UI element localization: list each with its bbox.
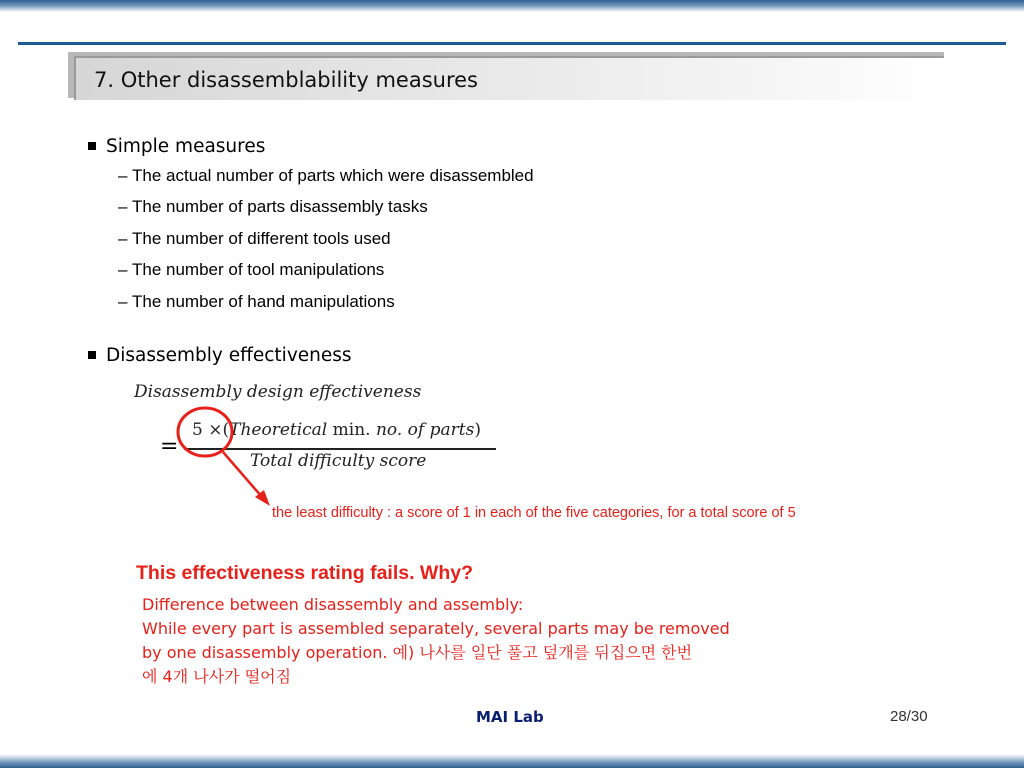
effectiveness-heading: Disassembly effectiveness <box>106 345 352 366</box>
annotation-note: the least difficulty : a score of 1 in each of the five categories, for a total score of 5 <box>272 505 796 521</box>
dash-bullet-icon: – <box>118 228 128 248</box>
question-text: This effectiveness rating fails. Why? <box>136 562 474 584</box>
page-number: 28/30 <box>890 708 928 725</box>
numerator-factor: 5 × <box>192 420 223 440</box>
list-item-text: The number of parts disassembly tasks <box>132 197 428 217</box>
numerator-term3: no. of parts <box>375 420 475 440</box>
answer-line: by one disassembly operation. 예) 나사를 일단 풀고 덮개를 뒤집으면 한번 <box>142 643 693 662</box>
list-item-text: The number of hand manipulations <box>132 291 395 311</box>
slide-title: 7. Other disassemblability measures <box>94 68 478 92</box>
annotation-arrow-line <box>223 452 262 497</box>
formula-denominator: Total difficulty score <box>250 451 427 471</box>
highlight-circle <box>178 408 232 456</box>
bottom-gradient-band <box>0 754 1024 768</box>
numerator-close: ) <box>474 420 481 440</box>
numerator-term1: Theoretical <box>229 420 328 440</box>
answer-line: Difference between disassembly and assembly: <box>142 595 524 614</box>
numerator-open: ( <box>222 420 230 440</box>
dash-bullet-icon: – <box>118 166 128 185</box>
list-item-text: The number of different tools used <box>132 228 391 248</box>
dash-bullet-icon: – <box>118 291 128 311</box>
formula-equals: = <box>160 434 179 459</box>
answer-block <box>142 593 862 689</box>
list-item-text: The actual number of parts which were disassembled <box>132 166 534 185</box>
answer-line: While every part is assembled separately, several parts may be removed <box>142 619 730 638</box>
list-item-text: The number of tool manipulations <box>132 260 385 280</box>
dash-bullet-icon: – <box>118 197 128 217</box>
answer-line: 에 4개 나사가 떨어짐 <box>142 667 292 686</box>
numerator-term2: min. <box>332 420 371 440</box>
footer-lab-name: MAI Lab <box>476 708 544 726</box>
formula-lhs: Disassembly design effectiveness <box>134 382 422 402</box>
simple-measures-heading: Simple measures <box>106 136 266 157</box>
dash-bullet-icon: – <box>118 260 128 280</box>
